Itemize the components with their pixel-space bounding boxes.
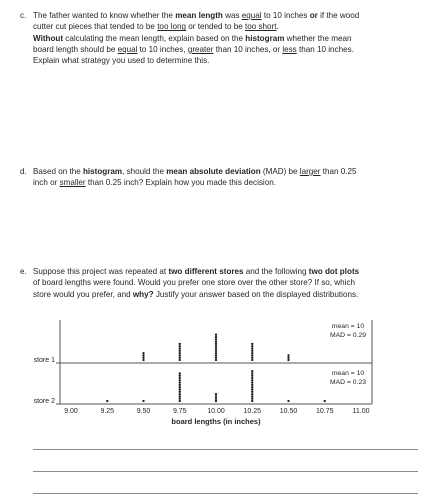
question-c-letter: c. <box>20 11 27 20</box>
question-e-letter: e. <box>20 267 27 276</box>
data-point <box>142 400 144 402</box>
data-point <box>251 398 253 400</box>
data-point <box>179 357 181 359</box>
data-point <box>215 347 217 349</box>
data-point <box>179 375 181 377</box>
answer-line-3 <box>33 493 418 494</box>
data-point <box>215 359 217 361</box>
data-point <box>251 350 253 352</box>
data-point <box>179 395 181 397</box>
data-point <box>215 350 217 352</box>
data-point <box>251 395 253 397</box>
data-point <box>179 347 181 349</box>
x-tick-label: 10.75 <box>315 408 334 415</box>
data-point <box>251 377 253 379</box>
question-e-line-3: store would you prefer, and why? Justify your answer based on the displayed distributions. <box>33 289 359 299</box>
question-c-line-1: The father wanted to know whether the mean length was equal to 10 inches or if the wood <box>33 11 360 20</box>
data-point <box>179 386 181 388</box>
data-point <box>215 398 217 400</box>
data-point <box>179 393 181 395</box>
data-point <box>251 375 253 377</box>
x-tick-label: 10.25 <box>243 408 262 415</box>
data-point <box>251 357 253 359</box>
data-point <box>251 384 253 386</box>
data-point <box>179 377 181 379</box>
data-point <box>179 352 181 354</box>
data-point <box>215 338 217 340</box>
x-tick-label: 9.50 <box>136 408 151 415</box>
data-point <box>324 400 326 402</box>
data-point <box>251 354 253 356</box>
data-point <box>215 340 217 342</box>
data-point <box>179 400 181 402</box>
series-stat: MAD = 0.23 <box>329 379 367 386</box>
data-point <box>251 347 253 349</box>
question-c-line-3: Without calculating the mean length, explain based on the histogram whether the mean <box>33 33 352 43</box>
data-point <box>215 352 217 354</box>
x-tick-label: 9.75 <box>172 408 187 415</box>
data-point <box>179 379 181 381</box>
data-point <box>142 359 144 361</box>
data-point <box>179 350 181 352</box>
data-point <box>179 372 181 374</box>
data-point <box>179 381 181 383</box>
x-tick-label: 9.00 <box>64 408 78 415</box>
data-point <box>179 391 181 393</box>
data-point <box>179 388 181 390</box>
question-e-line-1: Suppose this project was repeated at two different stores and the following two dot plots <box>33 267 360 276</box>
data-point <box>215 345 217 347</box>
data-point <box>287 354 289 356</box>
data-point <box>215 400 217 402</box>
data-point <box>215 395 217 397</box>
series-stat: mean = 10 <box>331 370 365 377</box>
x-tick-label: 11.00 <box>352 408 370 415</box>
question-d-line-2: inch or smaller than 0.25 inch? Explain how you made this decision. <box>33 178 276 188</box>
data-point <box>287 357 289 359</box>
data-point <box>251 388 253 390</box>
question-d-letter: d. <box>20 167 27 176</box>
data-point <box>251 379 253 381</box>
question-d-line-1: Based on the histogram, should the mean absolute deviation (MAD) be larger than 0.25 <box>33 167 357 176</box>
series-label: store 2 <box>33 398 55 405</box>
series-stat: mean = 10 <box>331 323 365 330</box>
x-tick-label: 9.25 <box>100 408 115 415</box>
data-point <box>142 352 144 354</box>
data-point <box>251 391 253 393</box>
data-point <box>251 372 253 374</box>
data-point <box>215 393 217 395</box>
data-point <box>215 336 217 338</box>
x-tick-label: 10.00 <box>207 408 225 415</box>
data-point <box>251 345 253 347</box>
question-e-line-2: of board lengths were found. Would you prefer one store over the other store? If so, which <box>33 278 355 288</box>
data-point <box>287 400 289 402</box>
data-point <box>251 386 253 388</box>
series-stat: MAD = 0.29 <box>329 332 367 339</box>
data-point <box>142 357 144 359</box>
data-point <box>215 334 217 336</box>
data-point <box>251 359 253 361</box>
question-c-line-4: board length should be equal to 10 inches, greater than 10 inches, or less than 10 inches. <box>33 44 354 54</box>
data-point <box>179 345 181 347</box>
data-point <box>179 354 181 356</box>
answer-line-2 <box>33 471 418 472</box>
data-point <box>179 384 181 386</box>
data-point <box>251 381 253 383</box>
data-point <box>142 354 144 356</box>
data-point <box>215 357 217 359</box>
x-axis-label: board lengths (in inches) <box>171 417 261 426</box>
data-point <box>179 359 181 361</box>
question-c-line-5: Explain what strategy you used to determine this. <box>33 56 210 66</box>
data-point <box>251 343 253 345</box>
answer-line-1 <box>33 449 418 450</box>
data-point <box>251 352 253 354</box>
x-tick-label: 10.50 <box>279 408 298 415</box>
data-point <box>215 354 217 356</box>
data-point <box>251 370 253 372</box>
data-point <box>251 393 253 395</box>
data-point <box>179 398 181 400</box>
data-point <box>215 343 217 345</box>
data-point <box>179 343 181 345</box>
data-point <box>287 359 289 361</box>
data-point <box>251 400 253 402</box>
question-c-line-2: cutter cut pieces that tended to be too long or tended to be too short. <box>33 22 279 32</box>
series-label: store 1 <box>33 357 55 364</box>
data-point <box>106 400 108 402</box>
